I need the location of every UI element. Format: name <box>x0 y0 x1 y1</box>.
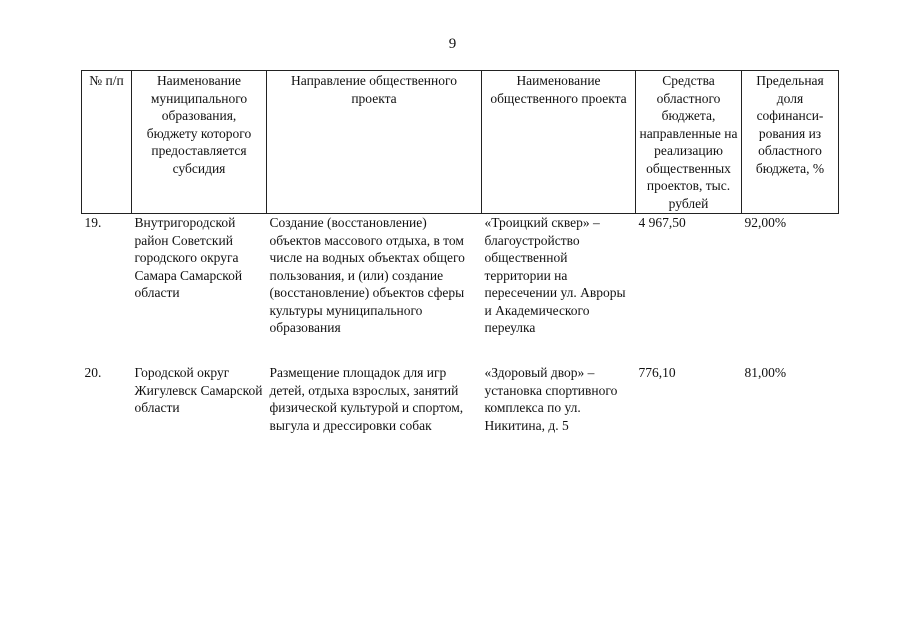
row-municipality: Городской округ Жигулевск Самарской области <box>134 365 263 415</box>
subsidy-table <box>81 70 839 434</box>
header-number: № п/п <box>82 71 132 214</box>
row-project: «Троицкий сквер» – благоустройство общественной территории на пересечении ул. Авроры и Академического переулка <box>484 215 626 335</box>
table-header-row <box>82 71 839 214</box>
row-direction: Размещение площадок для игр детей, отдыха взрослых, занятий физической культурой и спортом, выгула и дрессировки собак <box>269 365 464 433</box>
table-row <box>82 364 839 434</box>
row-number: 20. <box>84 365 102 380</box>
row-share: 81,00% <box>744 365 787 380</box>
header-project-name: Наименование общественного проекта <box>482 71 636 214</box>
header-cofinancing-share: Предельная доля софинанси-рования из областного бюджета, % <box>742 71 839 214</box>
page-number: 9 <box>448 36 457 52</box>
row-project: «Здоровый двор» – установка спортивного комплекса по ул. Никитина, д. 5 <box>484 365 618 433</box>
row-municipality: Внутригородской район Советский городского округа Самара Самарской области <box>134 215 243 300</box>
row-direction: Создание (восстановление) объектов массового отдыха, в том числе на водных объектах общего пользования, и (или) создание (восстановление) объектов сферы культуры муниципального образования <box>269 215 465 335</box>
row-amount: 4 967,50 <box>638 215 686 230</box>
table-row <box>82 214 839 365</box>
row-number: 19. <box>84 215 102 230</box>
header-direction: Направление общественного проекта <box>267 71 482 214</box>
header-budget-amount: Средства областного бюджета, направленные на реализацию общественных проектов, тыс. рублей <box>636 71 742 214</box>
header-municipality: Наименование муниципального образования, бюджету которого предоставляется субсидия <box>132 71 267 214</box>
row-share: 92,00% <box>744 215 787 230</box>
row-amount: 776,10 <box>638 365 676 380</box>
